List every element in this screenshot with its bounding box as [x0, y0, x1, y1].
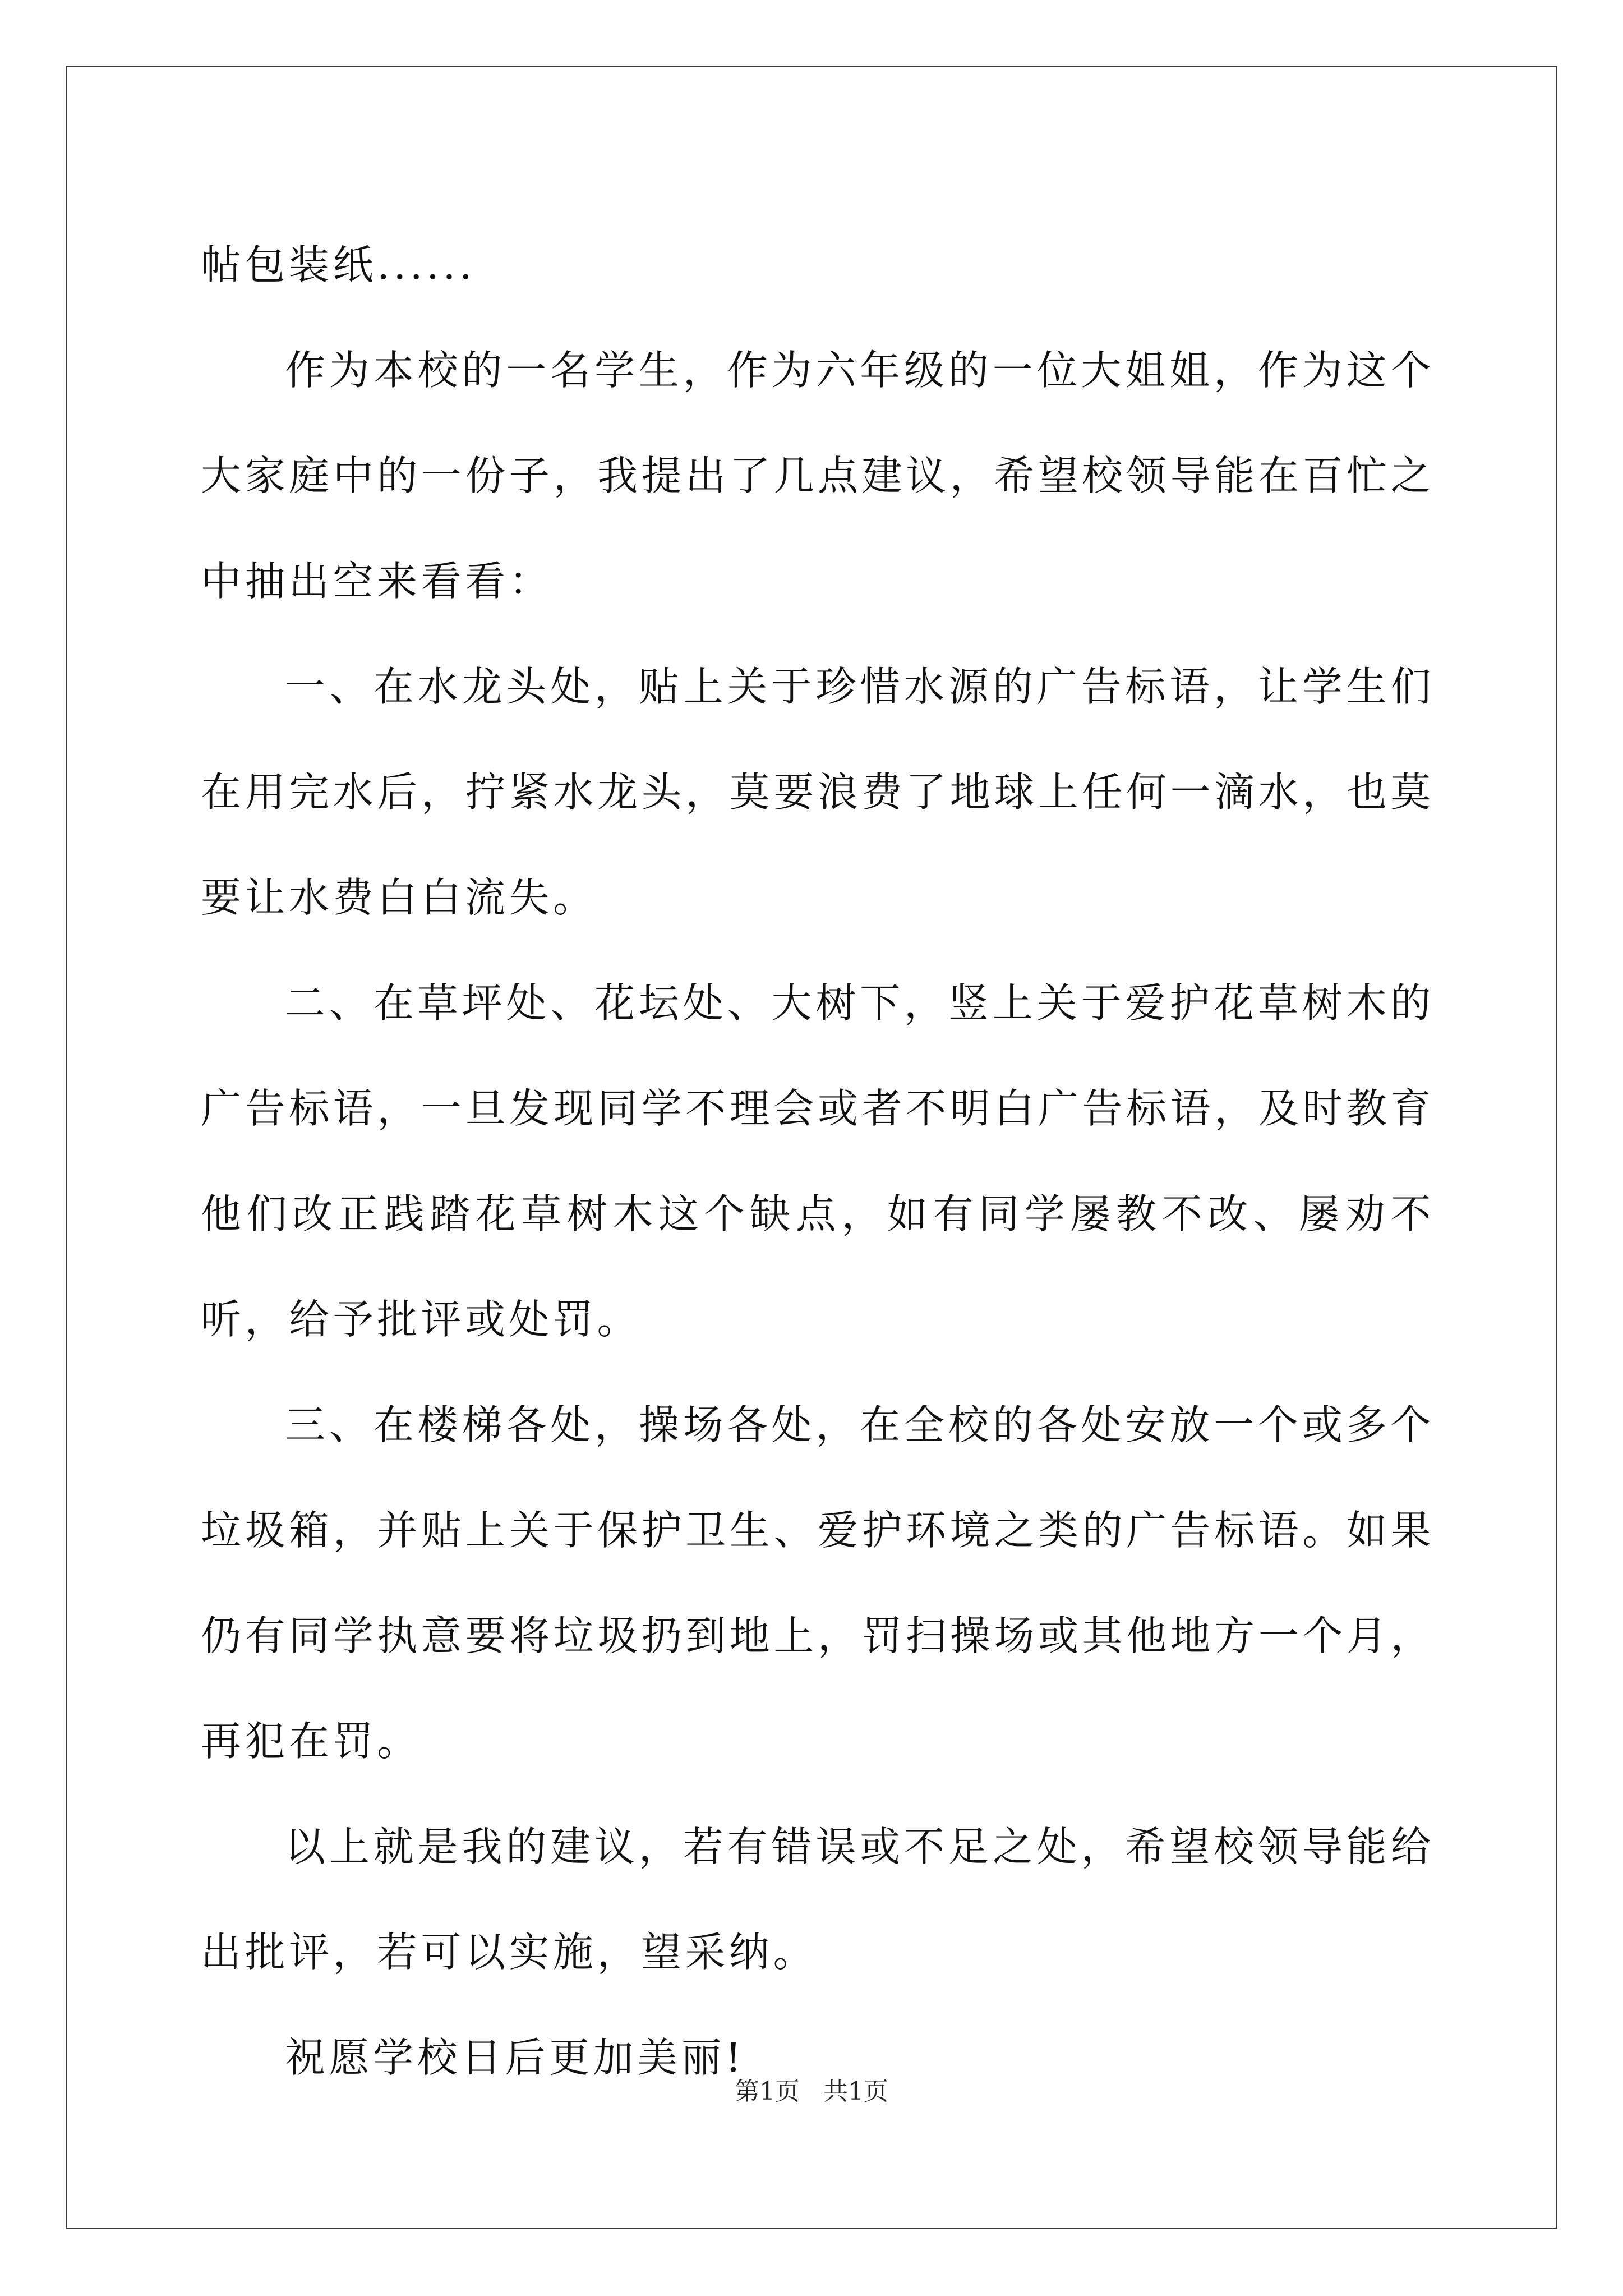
- document-body: [201, 212, 1435, 2110]
- paragraph-5: 三、在楼梯各处，操场各处，在全校的各处安放一个或多个垃圾箱，并贴上关于保护卫生、爱护环境之类的广告标语。如果仍有同学执意要将垃圾扔到地上，罚扫操场或其他地方一个月，再犯在罚。: [201, 1401, 1435, 1765]
- page-footer: 第1页 共1页: [735, 2077, 888, 2106]
- paragraph-4: 二、在草坪处、花坛处、大树下，竖上关于爱护花草树木的广告标语，一旦发现同学不理会或者不明白广告标语，及时教育他们改正践踏花草树木这个缺点，如有同学屡教不改、屡劝不听，给予批评或处罚。: [201, 979, 1435, 1343]
- paragraph-3: 一、在水龙头处，贴上关于珍惜水源的广告标语，让学生们在用完水后，拧紧水龙头，莫要浪费了地球上任何一滴水，也莫要让水费白白流失。: [201, 663, 1435, 921]
- paragraph-2: 作为本校的一名学生，作为六年级的一位大姐姐，作为这个大家庭中的一份子，我提出了几点建议，希望校领导能在百忙之中抽出空来看看：: [201, 347, 1435, 605]
- paragraph-1: 帖包装纸......: [201, 241, 476, 288]
- paragraph-6: 以上就是我的建议，若有错误或不足之处，希望校领导能给出批评，若可以实施，望采纳。: [201, 1823, 1435, 1976]
- paragraph-7: 祝愿学校日后更加美丽!: [285, 2034, 745, 2081]
